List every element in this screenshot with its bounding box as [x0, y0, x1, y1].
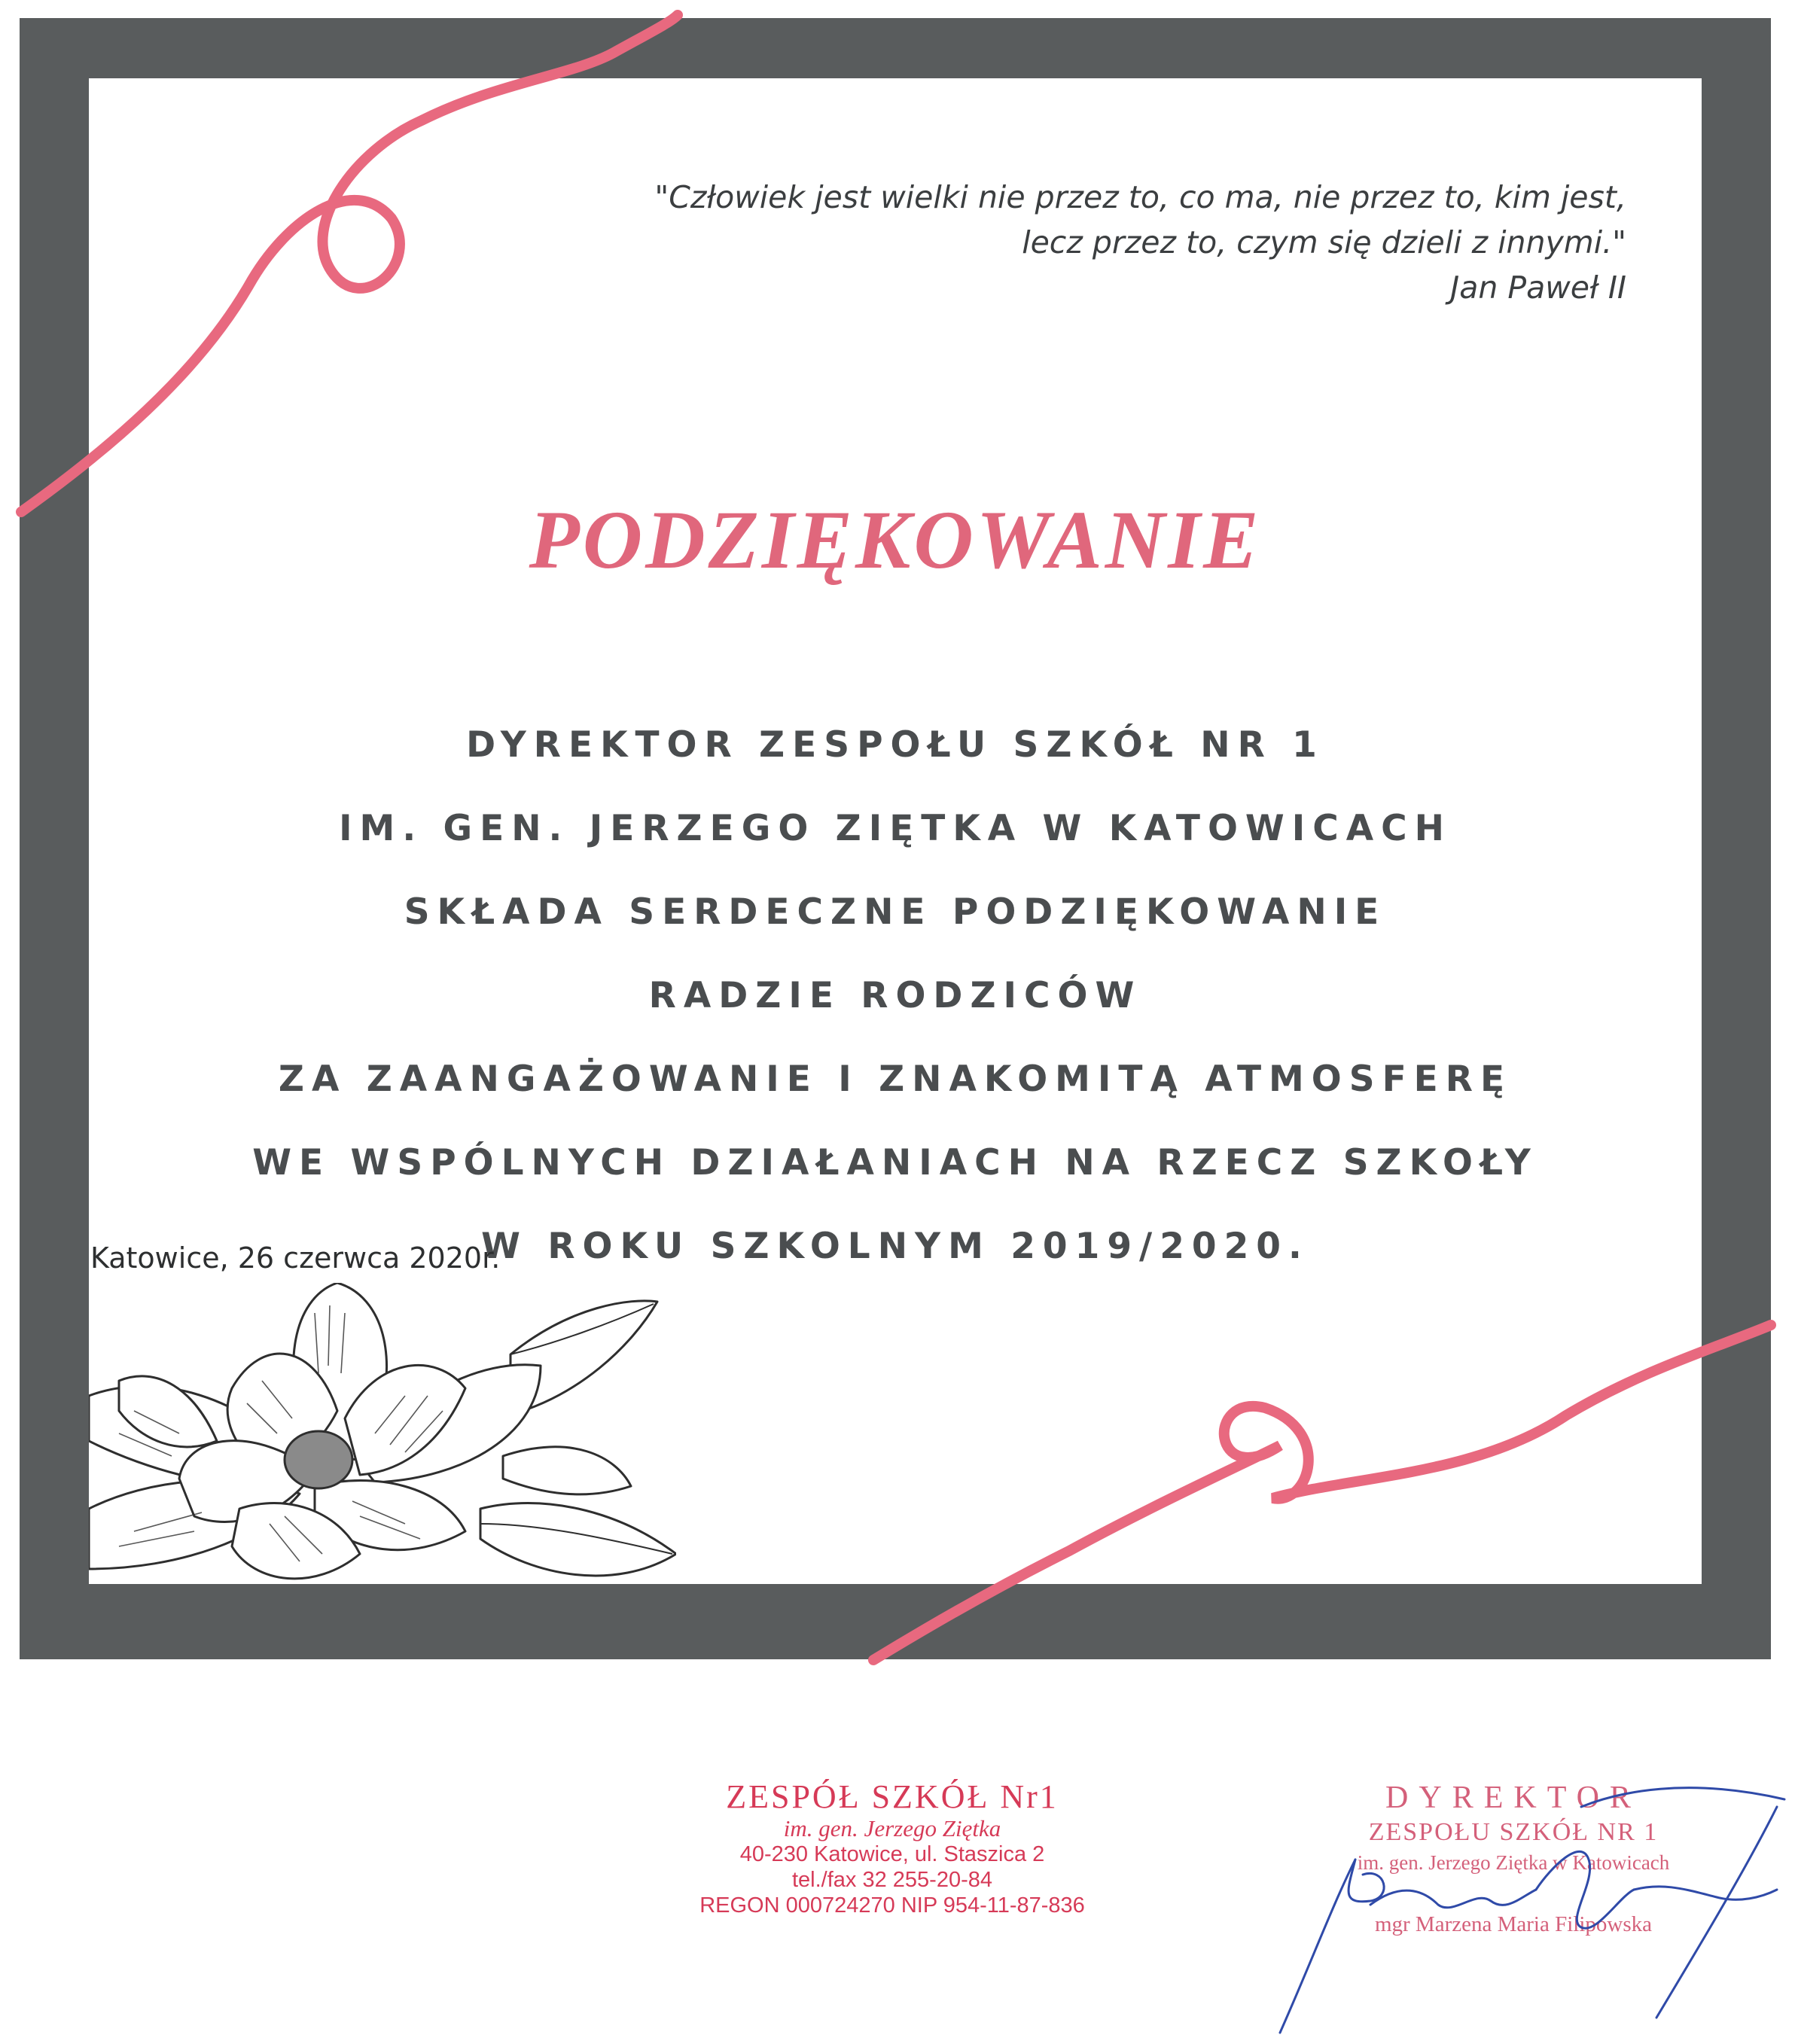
- school-stamp-patron: im. gen. Jerzego Ziętka: [783, 1815, 1001, 1841]
- body-line: W ROKU SZKOLNYM 2019/2020.: [481, 1226, 1309, 1267]
- director-signature: [1265, 1777, 1792, 2040]
- director-stamp-unit: ZESPOŁU SZKÓŁ NR 1: [1368, 1818, 1659, 1846]
- certificate-body: [89, 703, 1702, 1288]
- certificate-card: [89, 78, 1702, 1584]
- school-stamp-phone: tel./fax 32 255-20-84: [791, 1868, 992, 1892]
- school-stamp-ids: REGON 000724270 NIP 954-11-87-836: [699, 1893, 1085, 1918]
- body-line: SKŁADA SERDECZNE PODZIĘKOWANIE: [404, 891, 1387, 933]
- director-stamp-patron: im. gen. Jerzego Ziętka w Katowicach: [1357, 1851, 1670, 1874]
- body-line: RADZIE RODZICÓW: [648, 975, 1142, 1016]
- director-stamp-person: mgr Marzena Maria Filipowska: [1374, 1912, 1653, 1936]
- magnolia-flower-illustration: [89, 1283, 676, 1584]
- body-line: ZA ZAANGAŻOWANIE I ZNAKOMITĄ ATMOSFERĘ: [278, 1059, 1513, 1100]
- quote-line-1: "Człowiek jest wielki nie przez to, co ma, nie przez to, kim jest,: [654, 179, 1626, 215]
- school-stamp-name: ZESPÓŁ SZKÓŁ Nr1: [726, 1778, 1059, 1815]
- body-line: IM. GEN. JERZEGO ZIĘTKA W KATOWICACH: [339, 808, 1452, 849]
- school-stamp: [648, 1778, 1137, 1918]
- place-date: Katowice, 26 czerwca 2020r.: [90, 1241, 501, 1275]
- motto-quote: [422, 175, 1626, 310]
- body-line: WE WSPÓLNYCH DZIAŁANIACH NA RZECZ SZKOŁY: [252, 1142, 1538, 1183]
- certificate-title: PODZIĘKOWANIE: [529, 494, 1262, 586]
- school-stamp-address: 40-230 Katowice, ul. Staszica 2: [739, 1842, 1045, 1866]
- certificate-frame: [20, 18, 1771, 1659]
- quote-line-2: lecz przez to, czym się dzieli z innymi.": [1022, 224, 1626, 260]
- director-stamp-role: DYREKTOR: [1385, 1781, 1641, 1815]
- quote-author: Jan Paweł II: [1450, 270, 1626, 306]
- body-line: DYREKTOR ZESPOŁU SZKÓŁ NR 1: [466, 724, 1324, 766]
